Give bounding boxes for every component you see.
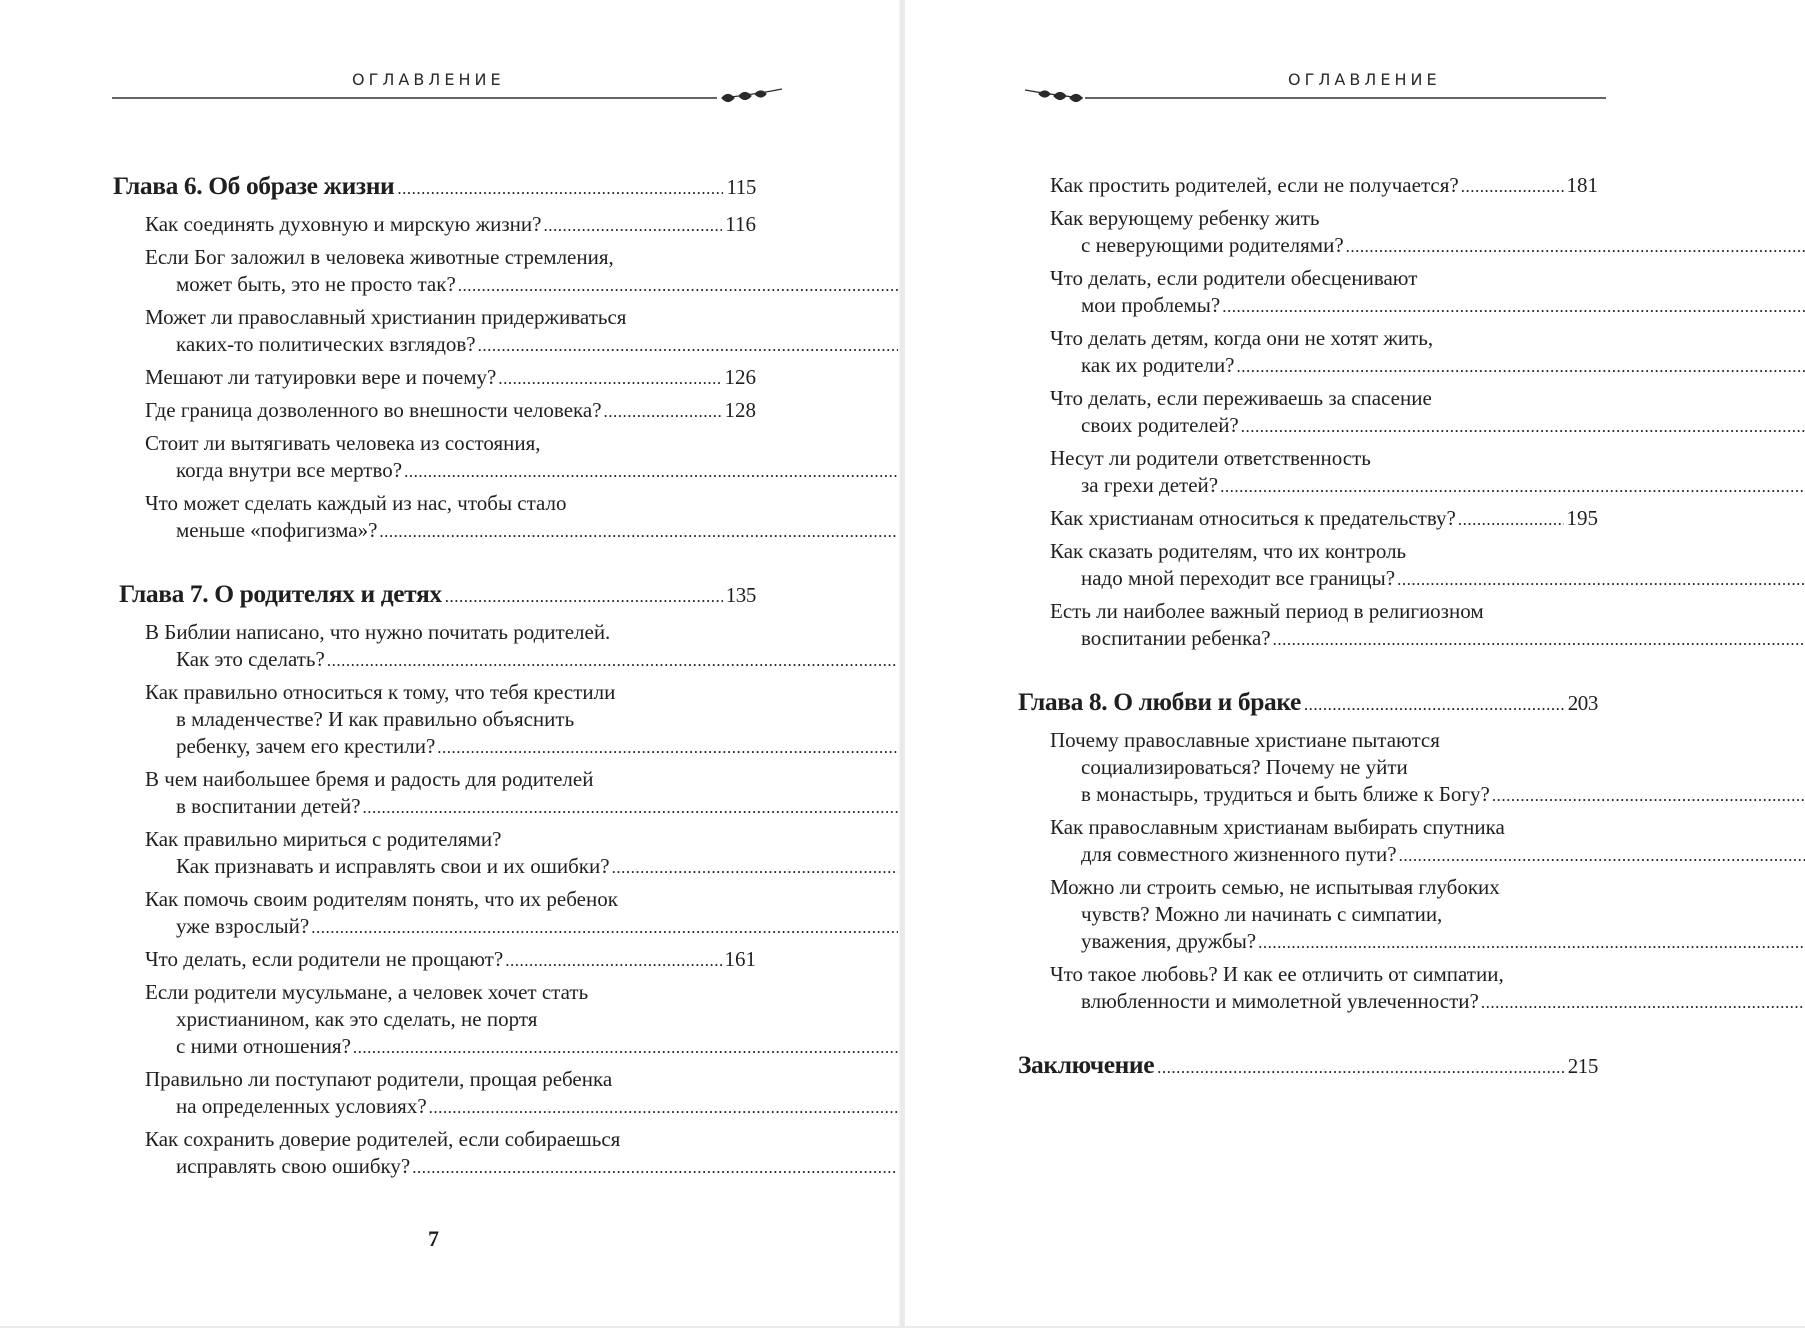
page-ref: 116 [725, 212, 756, 236]
toc-entry[interactable]: Как сохранить доверие родителей, если собираешься исправлять свою ошибку? ..... [145, 1126, 756, 1181]
toc-entry[interactable]: Несут ли родители ответственность за грехи детей? ..... [1050, 445, 1598, 500]
toc-entry[interactable]: В Библии написано, что нужно почитать родителей. Как это сделать? ..... [145, 619, 756, 674]
left-page [0, 0, 902, 1326]
toc-entry[interactable]: Как помочь своим родителям понять, что их ребенок уже взрослый? ..... [145, 886, 756, 941]
toc-entry[interactable]: Что делать, если родители не прощают? ..... 161 [145, 946, 756, 974]
page-ref: 161 [724, 947, 756, 971]
toc-entry[interactable]: Как православным христианам выбирать спутника для совместного жизненного пути? ..... [1050, 814, 1598, 869]
page-ref: 135 [725, 583, 756, 607]
toc-entry[interactable]: Если родители мусульмане, а человек хочет стать христианином, как это сделать, не портя с ними отношения? ..... [145, 979, 756, 1061]
toc-entry[interactable]: Как христианам относиться к предательству? ..... 195 [1050, 505, 1598, 533]
toc-entry[interactable]: Что делать, если родители обесценивают мои проблемы? ..... [1050, 265, 1598, 320]
chapter-title: Заключение [1018, 1050, 1155, 1079]
toc-left [113, 170, 756, 1186]
toc-entry[interactable]: Что делать, если переживаешь за спасение своих родителей? ..... [1050, 385, 1598, 440]
toc-entry[interactable]: Правильно ли поступают родители, прощая ребенка на определенных условиях? ..... [145, 1066, 756, 1121]
page-ref: 195 [1566, 506, 1598, 530]
toc-entry[interactable]: Можно ли строить семью, не испытывая глубоких чувств? Можно ли начинать с симпатии, уважения, дружбы? ..... [1050, 874, 1598, 956]
chapter-heading[interactable] [1018, 686, 1598, 721]
toc-entry[interactable]: Как сказать родителям, что их контроль надо мной переходит все границы? ..... [1050, 538, 1598, 593]
toc-entry[interactable]: Если Бог заложил в человека животные стремления, может быть, это не просто так? ..... [145, 244, 756, 299]
toc-entry[interactable]: Как правильно относиться к тому, что тебя крестили в младенчестве? И как правильно объяснить ребенку, зачем его крестили? ..... [145, 679, 756, 761]
chapter-title: Глава 7. О родителях и детях [119, 579, 442, 608]
chapter-heading[interactable] [113, 170, 756, 205]
leaf-sprig-icon [722, 89, 782, 102]
toc-entry[interactable]: Мешают ли татуировки вере и почему? ..... 126 [145, 364, 756, 392]
toc-entry[interactable]: Может ли православный христианин придерживаться каких-то политических взглядов? ..... [145, 304, 756, 359]
toc-entry[interactable]: Что такое любовь? И как ее отличить от симпатии, влюбленности и мимолетной увлеченности? ..... [1050, 961, 1598, 1016]
toc-entry[interactable]: В чем наибольшее бремя и радость для родителей в воспитании детей? ..... [145, 766, 756, 821]
chapter-title: Глава 8. О любви и браке [1018, 687, 1301, 716]
toc-entry[interactable]: Как верующему ребенку жить с неверующими родителями? ..... [1050, 205, 1598, 260]
toc-entry[interactable]: Как соединять духовную и мирскую жизни? ..... 116 [145, 211, 756, 239]
page-ref: 128 [724, 398, 756, 422]
toc-entry[interactable]: Где граница дозволенного во внешности человека? ..... 128 [145, 397, 756, 425]
running-head: ОГЛАВЛЕНИЕ [1288, 70, 1441, 89]
right-page [905, 0, 1805, 1326]
toc-entry[interactable]: Что может сделать каждый из нас, чтобы стало меньше «пофигизма»? ..... [145, 490, 756, 545]
chapter-heading[interactable] [113, 578, 756, 613]
header-rule [1023, 87, 1606, 109]
leaf-sprig-icon [1025, 90, 1083, 102]
page-ref: 215 [1567, 1054, 1598, 1078]
page-ref: 181 [1566, 173, 1598, 197]
toc-entry[interactable]: Как простить родителей, если не получается? ..... 181 [1050, 172, 1598, 200]
toc-right [1018, 172, 1598, 1084]
toc-entry[interactable]: Есть ли наиболее важный период в религиозном воспитании ребенка? ..... [1050, 598, 1598, 653]
toc-entry[interactable]: Что делать детям, когда они не хотят жить, как их родители? ..... [1050, 325, 1598, 380]
toc-entry[interactable]: Как правильно мириться с родителями? Как признавать и исправлять свои и их ошибки? ..... [145, 826, 756, 881]
running-head: ОГЛАВЛЕНИЕ [352, 70, 505, 89]
page-ref: 203 [1567, 691, 1598, 715]
chapter-title: Глава 6. Об образе жизни [113, 171, 395, 200]
page-ref: 115 [726, 175, 756, 199]
chapter-heading[interactable] [1018, 1049, 1598, 1084]
folio: 7 [428, 1226, 439, 1251]
toc-entry[interactable]: Стоит ли вытягивать человека из состояния, когда внутри все мертво? ..... [145, 430, 756, 485]
page-ref: 126 [724, 365, 756, 389]
toc-entry[interactable]: Почему православные христиане пытаются социализироваться? Почему не уйти в монастырь, трудиться и быть ближе к Богу? ..... [1050, 727, 1598, 809]
header-rule [112, 87, 787, 109]
